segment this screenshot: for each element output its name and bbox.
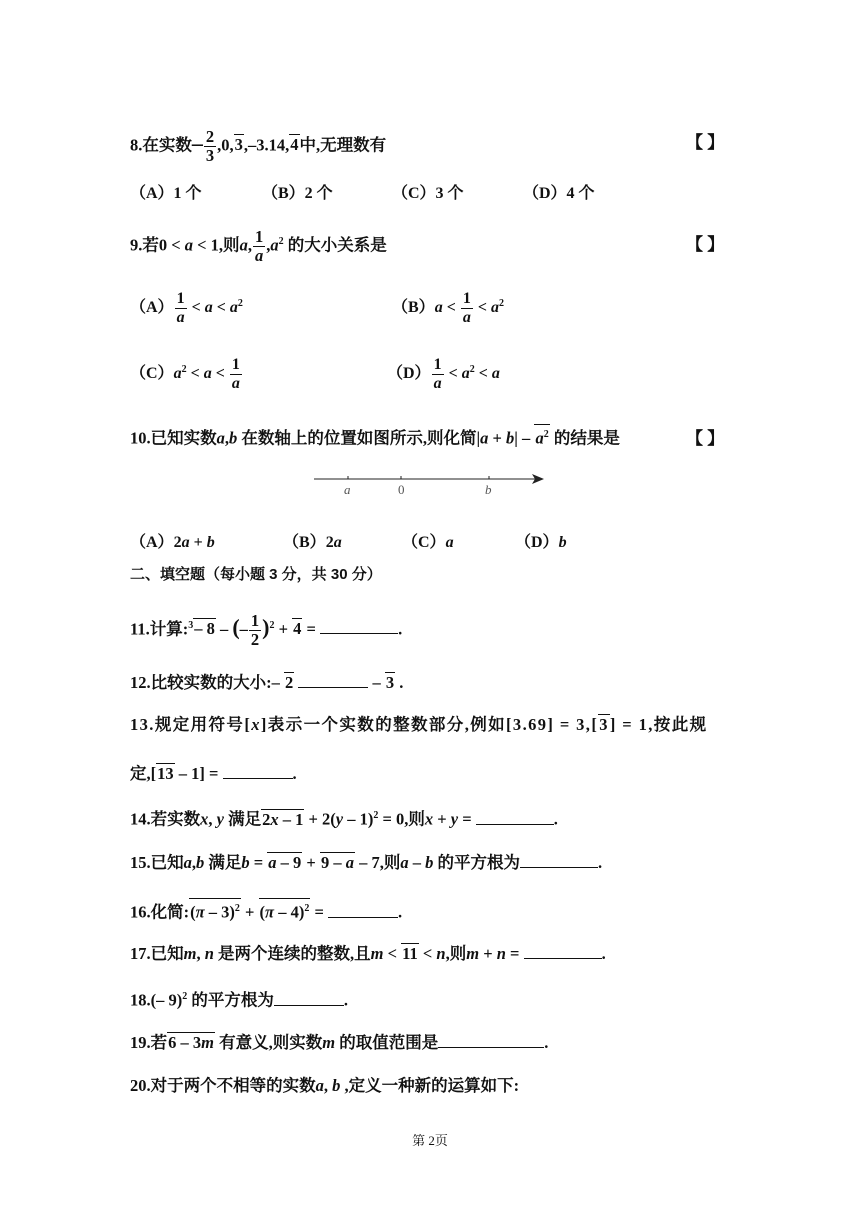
question-20: 20.对于两个不相等的实数a, b ,定义一种新的运算如下: [130, 1076, 520, 1095]
number-line-figure [312, 468, 552, 498]
axis-label-0: 0 [398, 482, 405, 497]
q9-option-c: $(C)a^2 < a$ < $\frac{1}{a}$ [130, 356, 240, 392]
q8-option-b: （B）2 个 [262, 185, 333, 202]
question-18: 18.(– 9)$^2$ 的平方根为 . [130, 990, 348, 1010]
question-11: 11.计算:$^3$– 8 – (– $\frac{1}{2}$ )$^2$ + 4 = . [130, 611, 403, 649]
q9-option-d: （D） $\frac{1}{a}$ < $a^2 < a$ [387, 356, 500, 392]
question-9: 9.若0 < a < 1,则a, $\frac{1}{a}$ $,a^2$ 的大小关系是 [130, 227, 387, 265]
q8-option-c: （C）3 个 [392, 185, 464, 202]
q8-option-d: （D）4 个 [523, 185, 595, 202]
q9-option-b: （B）a < $\frac{1}{a}$ < $a^2$ [392, 290, 504, 326]
answer-bracket-9: 【 】 [686, 235, 725, 254]
axis-label-a: a [344, 482, 351, 497]
question-16: 16.化简:(π – 3)$^2$ + (π – 4)$^2$ = . [130, 898, 402, 923]
question-10: 10.已知实数a,b 在数轴上的位置如图所示,则化简$|a + b| - a^2$ 的结果是 [130, 424, 620, 449]
q10-option-c: （C）a [402, 534, 454, 551]
page-number: 第 2页 [412, 1133, 448, 1148]
q10-option-b: （B）2a [283, 534, 342, 551]
answer-bracket-10: 【 】 [686, 429, 725, 448]
question-13: 13.规定用符号[x]表示一个实数的整数部分,例如[3.69] = 3,[3] = 1,按此规 [130, 715, 708, 734]
question-19: 19.若6 – 3m 有意义,则实数m 的取值范围是 . [130, 1033, 549, 1052]
section-heading: 二、填空题（每小题 3 分，共 30 分） [130, 566, 382, 583]
q10-option-a: （A）2a + b [130, 534, 215, 551]
axis-label-b: b [485, 482, 492, 497]
question-8: 8.在实数– $\frac{2}{3}$ ,0,3,–3.14,4中,无理数有 [130, 127, 387, 165]
question-15: 15.已知a,b 满足b = a – 9 + 9 – a – 7,则a – b 的平方根为 . [130, 853, 603, 872]
question-12: 12.比较实数的大小:– 2 – 3 . [130, 673, 404, 692]
q8-option-a: （A）1 个 [130, 185, 202, 202]
question-17: 17.已知m, n 是两个连续的整数,且m < 11 < n,则m + n = . [130, 944, 606, 963]
q10-option-d: （D）b [515, 534, 567, 551]
question-14: 14.若实数x, y 满足2x – 1 + 2(y – 1)$^2$ = 0,则x + y = . [130, 809, 558, 829]
answer-bracket-8: 【 】 [686, 133, 725, 152]
question-13-cont: 定,[13 – 1] = . [130, 764, 297, 783]
q9-option-a: （A） $\frac{1}{a}$ < $a < a^2$ [130, 290, 243, 326]
